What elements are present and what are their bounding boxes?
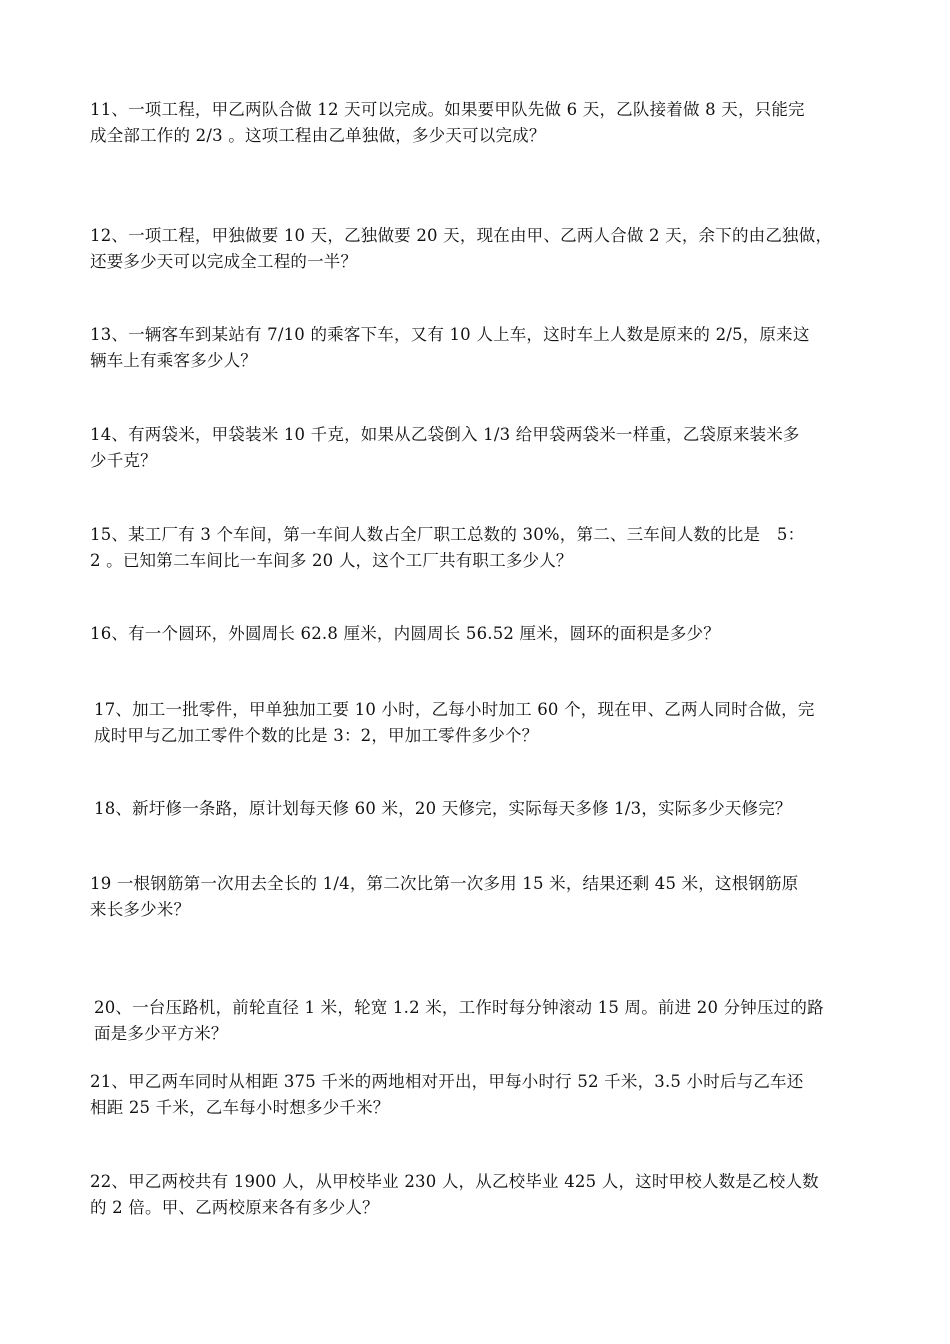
problem-13-line-2: 辆车上有乘客多少人？ (90, 351, 257, 370)
problem-21-line-1: 21、甲乙两车同时从相距 375 千米的两地相对开出，甲每小时行 52 千米，3.5 小时后与乙车还 (90, 1072, 804, 1091)
problem-18 (94, 796, 869, 822)
problem-17-line-2: 成时甲与乙加工零件个数的比是 3：2，甲加工零件多少个？ (94, 726, 539, 745)
problem-21-line-2: 相距 25 千米，乙车每小时想多少千米？ (90, 1098, 390, 1117)
problem-13-line-1: 13、一辆客车到某站有 7/10 的乘客下车，又有 10 人上车，这时车上人数是原来的 2/5，原来这 (90, 325, 810, 344)
problem-19-line-2: 来长多少米？ (90, 900, 191, 919)
problem-21 (90, 1069, 865, 1121)
problem-20-line-1: 20、一台压路机，前轮直径 1 米，轮宽 1.2 米，工作时每分钟滚动 15 周。前进 20 分钟压过的路 (94, 998, 824, 1017)
problem-22-line-1: 22、甲乙两校共有 1900 人，从甲校毕业 230 人，从乙校毕业 425 人，这时甲校人数是乙校人数 (90, 1172, 819, 1191)
problem-12 (90, 223, 865, 275)
problem-17 (94, 697, 869, 749)
problem-22-line-2: 的 2 倍。甲、乙两校原来各有多少人？ (90, 1198, 379, 1217)
problem-16 (90, 621, 865, 647)
problem-14 (90, 422, 865, 474)
problem-13 (90, 322, 865, 374)
problem-22 (90, 1169, 865, 1221)
problem-19 (90, 871, 865, 923)
problem-20 (94, 995, 869, 1047)
problem-19-line-1: 19 一根钢筋第一次用去全长的 1/4，第二次比第一次多用 15 米，结果还剩 45 米，这根钢筋原 (90, 874, 799, 893)
problem-14-line-1: 14、有两袋米，甲袋装米 10 千克，如果从乙袋倒入 1/3 给甲袋两袋米一样重，乙袋原来装米多 (90, 425, 800, 444)
problem-15-line-2: 2 。已知第二车间比一车间多 20 人，这个工厂共有职工多少人？ (90, 551, 573, 570)
problem-11-line-2: 成全部工作的 2/3 。这项工程由乙单独做，多少天可以完成？ (90, 126, 546, 145)
problem-12-line-2: 还要多少天可以完成全工程的一半？ (90, 252, 358, 271)
problem-16-line-1: 16、有一个圆环，外圆周长 62.8 厘米，内圆周长 56.52 厘米，圆环的面积是多少？ (90, 624, 720, 643)
problem-11 (90, 97, 865, 149)
problem-18-line-1: 18、新圩修一条路，原计划每天修 60 米，20 天修完，实际每天多修 1/3，实际多少天修完？ (94, 799, 792, 818)
problem-15 (90, 522, 865, 574)
problem-12-line-1: 12、一项工程，甲独做要 10 天，乙独做要 20 天，现在由甲、乙两人合做 2 天，余下的由乙独做， (90, 226, 833, 245)
problem-14-line-2: 少千克？ (90, 451, 157, 470)
problem-17-line-1: 17、加工一批零件，甲单独加工要 10 小时，乙每小时加工 60 个，现在甲、乙两人同时合做，完 (94, 700, 815, 719)
problem-15-line-1: 15、某工厂有 3 个车间，第一车间人数占全厂职工总数的 30%，第二、三车间人数的比是 5： (90, 525, 805, 544)
problem-11-line-1: 11、一项工程，甲乙两队合做 12 天可以完成。如果要甲队先做 6 天，乙队接着做 8 天，只能完 (90, 100, 805, 119)
problem-20-line-2: 面是多少平方米？ (94, 1024, 228, 1043)
